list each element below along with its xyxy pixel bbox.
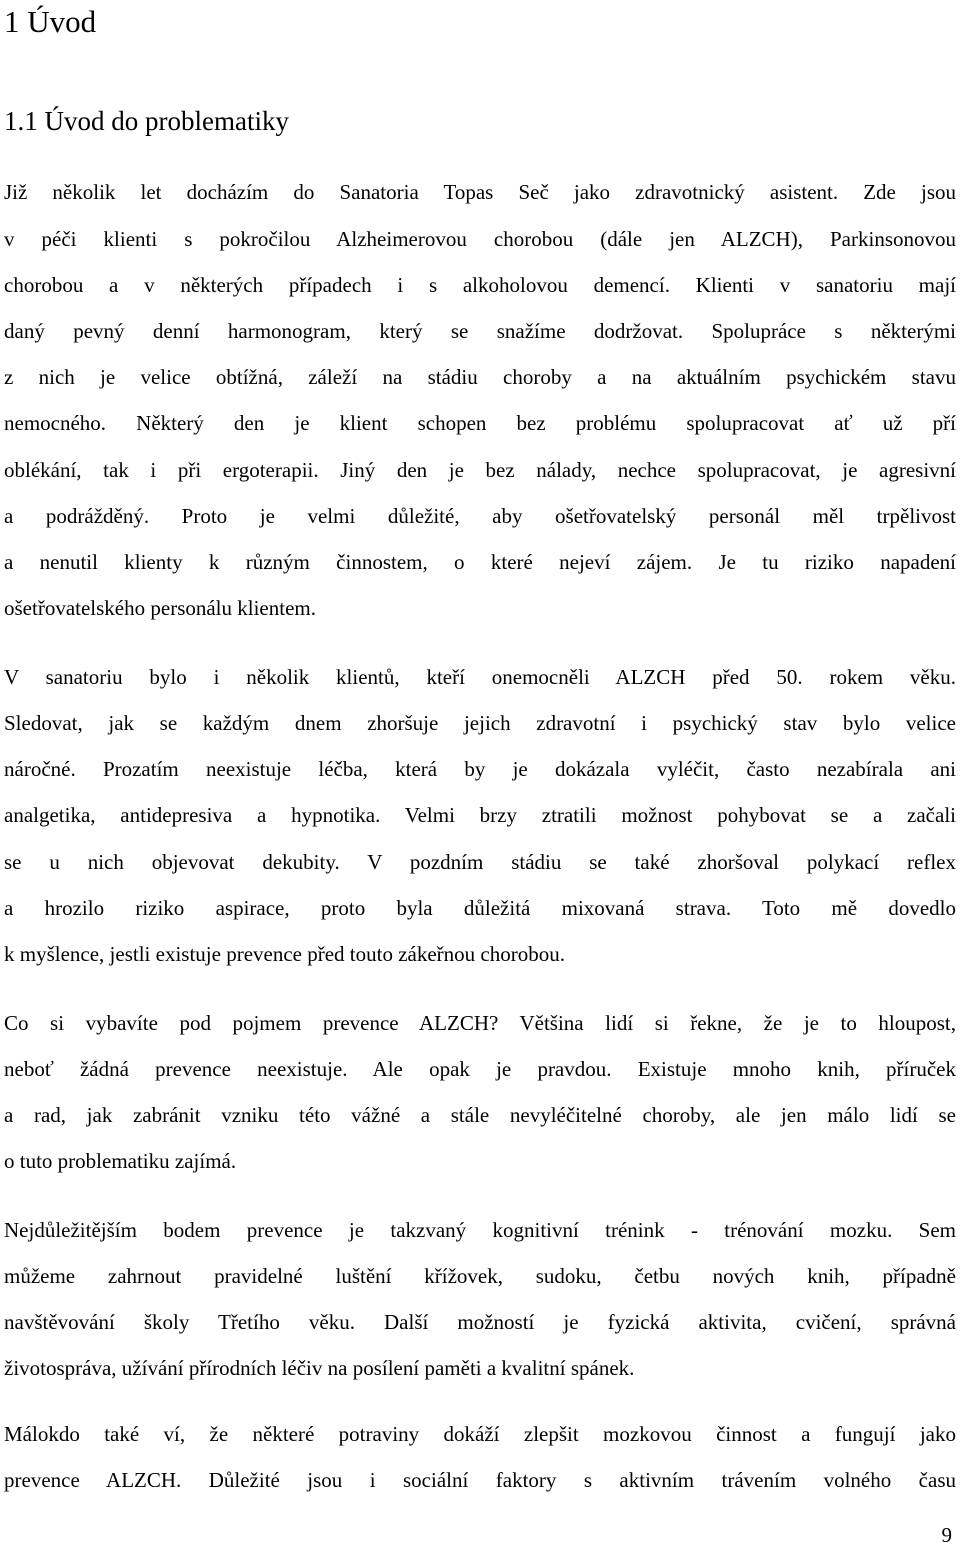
text-line: v péči klienti s pokročilou Alzheimerovou chorobou (dále jen ALZCH), Parkinsonovou — [4, 227, 956, 251]
text-line: prevence ALZCH. Důležité jsou i sociální faktory s aktivním trávením volného času — [4, 1468, 956, 1492]
text-line: ošetřovatelského personálu klientem. — [4, 596, 316, 620]
text-line: oblékání, tak i při ergoterapii. Jiný den je bez nálady, nechce spolupracovat, je agresivní — [4, 458, 956, 482]
text-line: neboť žádná prevence neexistuje. Ale opak je pravdou. Existuje mnoho knih, příruček — [4, 1057, 956, 1081]
chapter-heading: 1 Úvod — [4, 4, 97, 39]
text-line: můžeme zahrnout pravidelné luštění křížovek, sudoku, četbu nových knih, případně — [4, 1264, 956, 1288]
text-line: k myšlence, jestli existuje prevence před touto zákeřnou chorobou. — [4, 942, 565, 966]
text-line: a nenutil klienty k různým činnostem, o které nejeví zájem. Je tu riziko napadení — [4, 550, 956, 574]
text-line: navštěvování školy Třetího věku. Další možností je fyzická aktivita, cvičení, správná — [4, 1310, 956, 1334]
text-line: Již několik let docházím do Sanatoria Topas Seč jako zdravotnický asistent. Zde jsou — [4, 180, 956, 204]
text-line: Co si vybavíte pod pojmem prevence ALZCH? Většina lidí si řekne, že je to hloupost, — [4, 1011, 956, 1035]
text-line: daný pevný denní harmonogram, který se snažíme dodržovat. Spolupráce s některými — [4, 319, 956, 343]
text-line: náročné. Prozatím neexistuje léčba, která by je dokázala vyléčit, často nezabírala ani — [4, 757, 956, 781]
text-line: nemocného. Některý den je klient schopen bez problému spolupracovat ať už pří — [4, 411, 956, 435]
text-line: o tuto problematiku zajímá. — [4, 1149, 237, 1173]
text-line: analgetika, antidepresiva a hypnotika. Velmi brzy ztratili možnost pohybovat se a začali — [4, 803, 956, 827]
text-line: a podrážděný. Proto je velmi důležité, aby ošetřovatelský personál měl trpělivost — [4, 504, 956, 528]
text-line: chorobou a v některých případech i s alkoholovou demencí. Klienti v sanatoriu mají — [4, 273, 956, 297]
section-heading: 1.1 Úvod do problematiky — [4, 106, 289, 136]
text-line: V sanatoriu bylo i několik klientů, kteří onemocněli ALZCH před 50. rokem věku. — [4, 665, 956, 689]
text-line: Sledovat, jak se každým dnem zhoršuje jejich zdravotní i psychický stav bylo velice — [4, 711, 956, 735]
text-line: Málokdo také ví, že některé potraviny dokáží zlepšit mozkovou činnost a fungují jako — [4, 1422, 956, 1446]
text-line: Nejdůležitějším bodem prevence je takzvaný kognitivní trénink - trénování mozku. Sem — [4, 1218, 956, 1242]
text-line: životospráva, užívání přírodních léčiv na posílení paměti a kvalitní spánek. — [4, 1356, 635, 1380]
text-line: se u nich objevovat dekubity. V pozdním stádiu se také zhoršoval polykací reflex — [4, 850, 956, 874]
text-line: z nich je velice obtížná, záleží na stádiu choroby a na aktuálním psychickém stavu — [4, 365, 956, 389]
page-number: 9 — [941, 1523, 952, 1547]
text-line: a hrozilo riziko aspirace, proto byla důležitá mixovaná strava. Toto mě dovedlo — [4, 896, 956, 920]
text-line: a rad, jak zabránit vzniku této vážné a stále nevyléčitelné choroby, ale jen málo lidí se — [4, 1103, 956, 1127]
